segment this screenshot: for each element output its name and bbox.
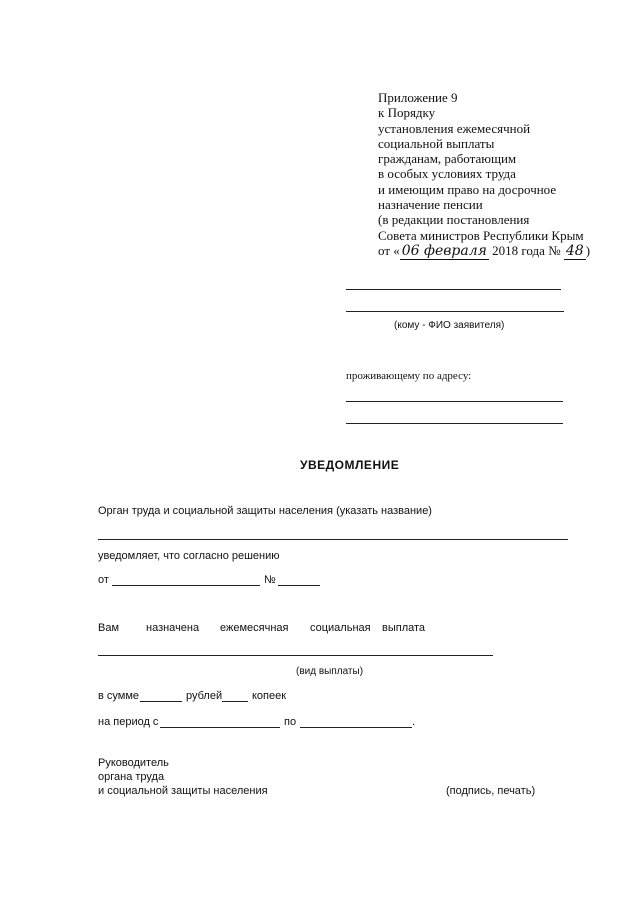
kopecks-label: копеек (252, 690, 287, 702)
appendix-line: гражданам, работающим (378, 151, 517, 167)
date-prefix: от « (378, 242, 400, 258)
appendix-line: и имеющим право на досрочное (378, 181, 557, 197)
signature-line: органа труда (98, 771, 165, 783)
signature-line: и социальной защиты населения (98, 785, 268, 797)
period-start-line[interactable] (160, 727, 280, 728)
assigned-word: выплата (382, 622, 426, 634)
payment-type-caption: (вид выплаты) (296, 666, 364, 677)
assigned-word: ежемесячная (220, 622, 289, 634)
assigned-word: Вам (98, 622, 120, 634)
organ-text: Орган труда и социальной защиты населения (указать название) (98, 505, 432, 517)
appendix-line: социальной выплаты (378, 135, 495, 151)
handwritten-date: 06 февраля (401, 242, 487, 259)
signature-line: Руководитель (98, 757, 169, 769)
handwritten-number: 48 (565, 242, 584, 259)
notifies-text: уведомляет, что согласно решению (98, 550, 280, 562)
organ-name-line[interactable] (98, 539, 568, 540)
recipient-name-line-1[interactable] (346, 289, 561, 290)
address-line-1[interactable] (346, 401, 563, 402)
document-title: УВЕДОМЛЕНИЕ (300, 458, 400, 472)
appendix-line: Приложение 9 (378, 90, 458, 105)
appendix-line: назначение пенсии (378, 197, 483, 213)
period-to-label: по (284, 716, 297, 728)
signature-caption: (подпись, печать) (446, 785, 536, 797)
sum-kopecks-line[interactable] (222, 701, 248, 702)
date-year: 2018 года (492, 242, 545, 258)
period-end-dot: . (412, 716, 416, 728)
rubles-label: рублей (186, 690, 223, 702)
appendix-line: в особых условиях труда (378, 166, 516, 182)
recipient-caption: (кому - ФИО заявителя) (394, 320, 505, 331)
appendix-line: к Порядку (378, 105, 436, 121)
address-label: проживающему по адресу: (346, 370, 472, 382)
decision-number-line[interactable] (278, 585, 320, 586)
appendix-date-line (378, 243, 590, 260)
number-sign: № (548, 242, 561, 258)
assigned-word: социальная (310, 622, 371, 634)
appendix-line: (в редакции постановления (378, 212, 530, 228)
assigned-word: назначена (146, 622, 200, 634)
decision-from-label: от (98, 574, 109, 586)
recipient-name-line-2[interactable] (346, 311, 564, 312)
sum-label: в сумме (98, 690, 140, 702)
decision-number-label: № (264, 574, 276, 586)
payment-type-line[interactable] (98, 655, 493, 656)
decision-date-line[interactable] (112, 585, 260, 586)
period-label: на период с (98, 716, 159, 728)
appendix-block (378, 90, 590, 260)
sum-rubles-line[interactable] (140, 701, 182, 702)
appendix-line: Совета министров Республики Крым (378, 227, 584, 243)
date-suffix: ) (585, 242, 591, 258)
appendix-line: установления ежемесячной (378, 120, 531, 136)
address-line-2[interactable] (346, 423, 563, 424)
period-end-line[interactable] (300, 727, 412, 728)
